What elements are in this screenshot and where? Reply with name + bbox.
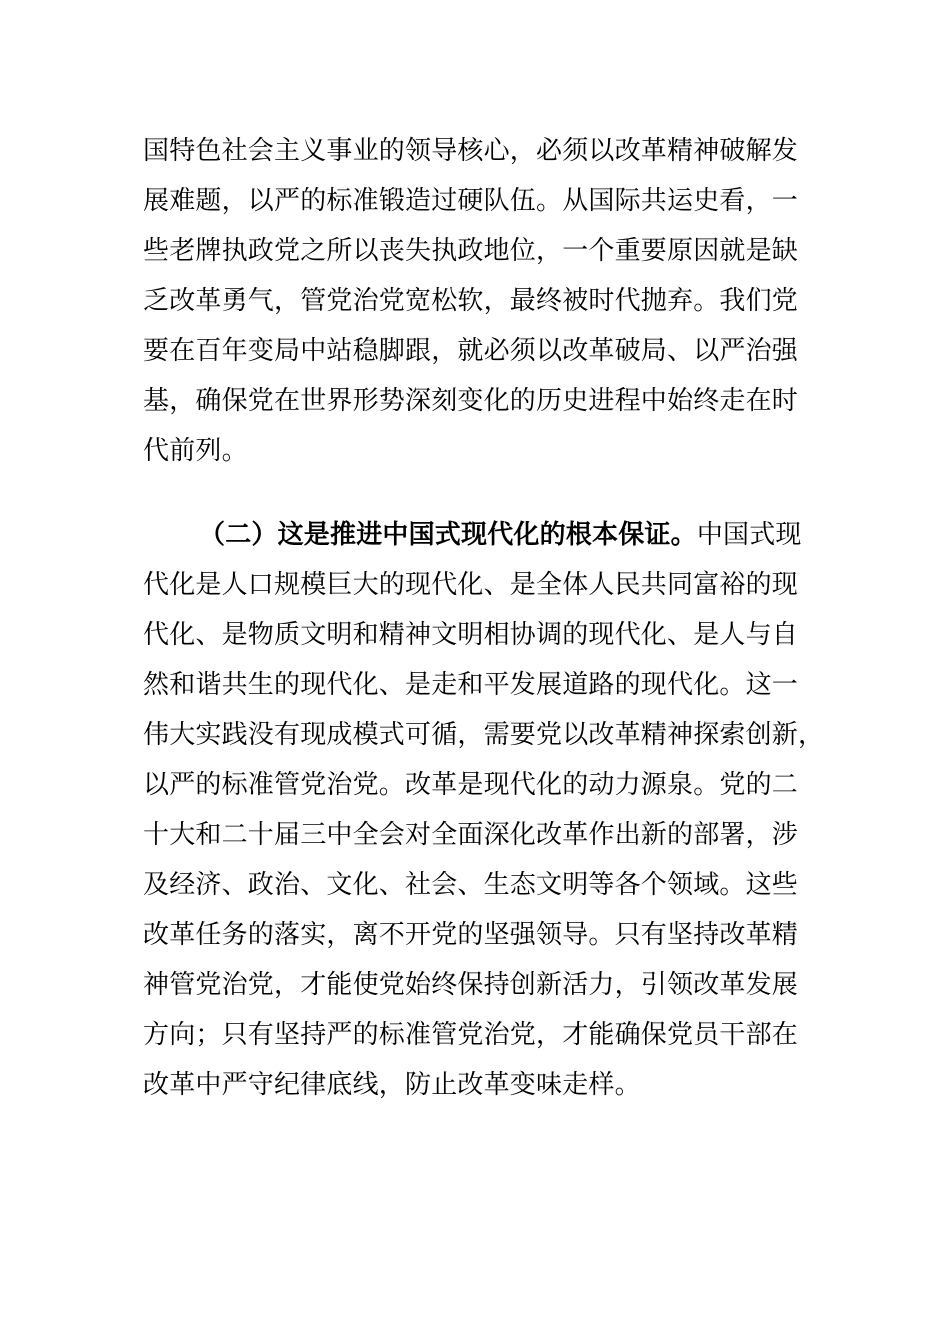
paragraph-line: 改革中严守纪律底线，防止改革变味走样。 [143, 1070, 641, 1100]
paragraph-line: 代前列。 [143, 436, 248, 466]
paragraph-line: 要在百年变局中站稳脚跟，就必须以改革破局、以严治强 [143, 336, 799, 366]
paragraph-first-line [143, 510, 813, 560]
section-heading: （二）这是推进中国式现代化的根本保证。 [199, 520, 697, 550]
paragraph-line: 然和谐共生的现代化、是走和平发展道路的现代化。这一 [143, 670, 799, 700]
paragraph-line: 十大和二十届三中全会对全面深化改革作出新的部署，涉 [143, 820, 799, 850]
paragraph-line: 伟大实践没有现成模式可循，需要党以改革精神探索创新， [143, 720, 825, 750]
paragraph-line: 国特色社会主义事业的领导核心，必须以改革精神破解发 [143, 136, 799, 166]
paragraph-line: 乏改革勇气，管党治党宽松软，最终被时代抛弃。我们党 [143, 286, 799, 316]
paragraph-line: 以严的标准管党治党。改革是现代化的动力源泉。党的二 [143, 770, 799, 800]
paragraph-line: 代化、是物质文明和精神文明相协调的现代化、是人与自 [143, 620, 799, 650]
paragraph-line: 及经济、政治、文化、社会、生态文明等各个领域。这些 [143, 870, 799, 900]
paragraph-line: 神管党治党，才能使党始终保持创新活力，引领改革发展 [143, 970, 799, 1000]
paragraph-1 [143, 126, 813, 476]
paragraph-line: 方向；只有坚持严的标准管党治党，才能确保党员干部在 [143, 1020, 799, 1050]
paragraph-line: 展难题，以严的标准锻造过硬队伍。从国际共运史看，一 [143, 186, 799, 216]
paragraph-2 [143, 510, 825, 1110]
paragraph-text: 中国式现 [696, 520, 802, 550]
paragraph-line: 基，确保党在世界形势深刻变化的历史进程中始终走在时 [143, 386, 799, 416]
paragraph-line: 代化是人口规模巨大的现代化、是全体人民共同富裕的现 [143, 570, 799, 600]
paragraph-line: 些老牌执政党之所以丧失执政地位，一个重要原因就是缺 [143, 236, 799, 266]
paragraph-line: 改革任务的落实，离不开党的坚强领导。只有坚持改革精 [143, 920, 799, 950]
